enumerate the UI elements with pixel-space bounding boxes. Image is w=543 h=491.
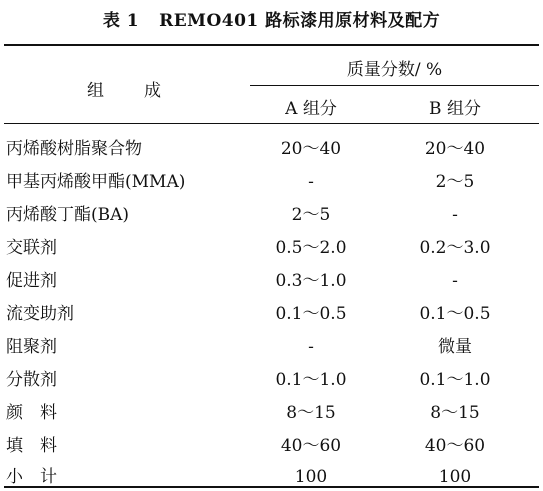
row-a-value: 0.1～1.0 <box>275 370 347 390</box>
top-rule <box>4 44 539 46</box>
row-b-value: 微量 <box>438 337 472 357</box>
table-title: REMO401 路标漆用原材料及配方 <box>159 11 441 31</box>
row-name: 甲基丙烯酸甲酯(MMA) <box>6 172 186 192</box>
table-number: 表 1 <box>102 11 140 31</box>
row-name: 阻聚剂 <box>6 337 57 357</box>
row-a-value: 0.3～1.0 <box>275 271 347 291</box>
row-b-value: 40～60 <box>424 436 486 456</box>
header-component-a: A 组分 <box>285 99 337 119</box>
table-caption <box>0 6 543 31</box>
row-name: 分散剂 <box>6 370 57 390</box>
row-a-value: 20～40 <box>280 139 342 159</box>
row-a-value: 40～60 <box>280 436 342 456</box>
row-name: 流变助剂 <box>6 304 74 324</box>
row-a-value: - <box>308 172 314 192</box>
header-span-rule <box>250 85 539 86</box>
row-b-value: - <box>452 205 458 225</box>
row-a-value: - <box>308 337 314 357</box>
header-mass-fraction: 质量分数/ % <box>346 60 443 80</box>
row-a-value: 100 <box>294 467 328 487</box>
header-component-b: B 组分 <box>429 99 481 119</box>
row-a-value: 2～5 <box>291 205 331 225</box>
row-b-value: 100 <box>438 467 472 487</box>
row-a-value: 8～15 <box>286 403 336 423</box>
row-name: 丙烯酸丁酯(BA) <box>6 205 130 225</box>
row-b-value: 0.1～1.0 <box>419 370 491 390</box>
row-name: 颜 料 <box>6 403 57 423</box>
row-b-value: - <box>452 271 458 291</box>
row-b-value: 8～15 <box>430 403 480 423</box>
row-name: 促进剂 <box>6 271 57 291</box>
row-name: 丙烯酸树脂聚合物 <box>6 139 142 159</box>
row-name: 交联剂 <box>6 238 57 258</box>
row-b-value: 0.1～0.5 <box>419 304 491 324</box>
header-component: 组 成 <box>87 81 163 101</box>
row-b-value: 20～40 <box>424 139 486 159</box>
row-name: 填 料 <box>6 436 57 456</box>
row-b-value: 2～5 <box>435 172 475 192</box>
row-b-value: 0.2～3.0 <box>419 238 491 258</box>
row-a-value: 0.5～2.0 <box>275 238 347 258</box>
row-name: 小 计 <box>6 467 57 487</box>
header-rule <box>4 123 539 124</box>
row-a-value: 0.1～0.5 <box>275 304 347 324</box>
